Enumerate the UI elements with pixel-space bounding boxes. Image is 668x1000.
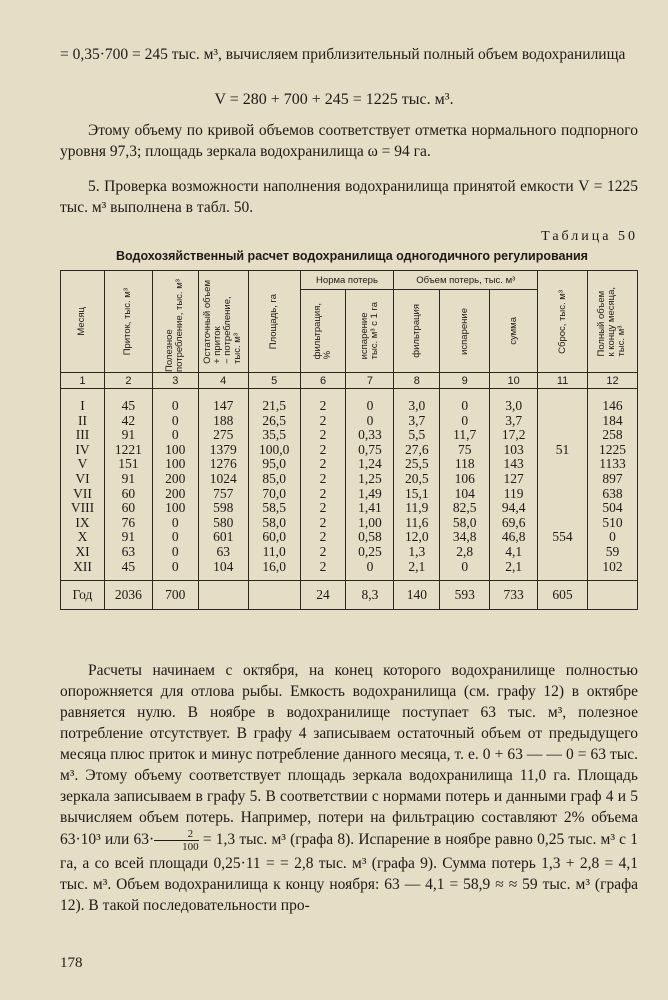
table-cell: 100 — [152, 443, 198, 458]
table-cell: 104 — [198, 560, 248, 581]
table-cell: 100 — [152, 501, 198, 516]
table-cell: 2 — [300, 389, 346, 414]
table-cell: 2 — [300, 560, 346, 581]
table-cell: 11,7 — [440, 428, 490, 443]
table-cell: 25,5 — [394, 457, 440, 472]
table-cell: 58,5 — [248, 501, 300, 516]
table-cell: 100,0 — [248, 443, 300, 458]
table-cell: 2 — [300, 545, 346, 560]
table-cell: 11,9 — [394, 501, 440, 516]
table-cell: X — [61, 530, 105, 545]
table-cell: 104 — [440, 487, 490, 502]
table-cell: 598 — [198, 501, 248, 516]
table-cell: V — [61, 457, 105, 472]
table-row — [61, 428, 638, 443]
table-cell: 601 — [198, 530, 248, 545]
table-row — [61, 443, 638, 458]
table-cell: 143 — [490, 457, 538, 472]
table-cell: 100 — [152, 457, 198, 472]
table-cell: 3,7 — [490, 414, 538, 429]
table-cell: 757 — [198, 487, 248, 502]
header-full-volume: Полный объем к концу месяца, тыс. м³ — [587, 271, 637, 373]
table-cell: 0,58 — [346, 530, 394, 545]
table-row — [61, 545, 638, 560]
table-cell: 70,0 — [248, 487, 300, 502]
table-title: Водохозяйственный расчет водохранилища одногодичного регулирования — [116, 249, 588, 263]
table-cell: 2 — [300, 428, 346, 443]
table-cell: 188 — [198, 414, 248, 429]
table-cell: 2,1 — [490, 560, 538, 581]
header-consumption: Полезное потребление, тыс. м³ — [152, 271, 198, 373]
table-cell: 2 — [300, 414, 346, 429]
table-cell: 21,5 — [248, 389, 300, 414]
table-cell: 16,0 — [248, 560, 300, 581]
table-cell: 12,0 — [394, 530, 440, 545]
fraction: $\frac{2}{100}$ — [154, 828, 199, 853]
table-cell: 59 — [587, 545, 637, 560]
reservoir-table — [60, 270, 638, 610]
table-cell: 91 — [104, 472, 152, 487]
table-cell: IV — [61, 443, 105, 458]
table-cell: 2,1 — [394, 560, 440, 581]
table-cell: 0,75 — [346, 443, 394, 458]
table-cell: 275 — [198, 428, 248, 443]
table-cell: 2 — [300, 501, 346, 516]
table-cell: 5,5 — [394, 428, 440, 443]
table-cell: 897 — [587, 472, 637, 487]
table-cell: XII — [61, 560, 105, 581]
table-cell: 76 — [104, 516, 152, 531]
table-cell: 0 — [346, 414, 394, 429]
table-cell: 151 — [104, 457, 152, 472]
table-cell: 35,5 — [248, 428, 300, 443]
header-group-loss-norm: Норма потерь — [300, 271, 394, 290]
table-cell: 0,33 — [346, 428, 394, 443]
table-cell — [538, 457, 588, 472]
table-cell: 82,5 — [440, 501, 490, 516]
table-cell: 3,0 — [490, 389, 538, 414]
table-cell: 258 — [587, 428, 637, 443]
table-cell: 60 — [104, 501, 152, 516]
table-cell: I — [61, 389, 105, 414]
table-cell: 1133 — [587, 457, 637, 472]
table-cell: 504 — [587, 501, 637, 516]
table-cell: 1,24 — [346, 457, 394, 472]
table-cell: 2 — [300, 516, 346, 531]
header-group-loss-volume: Объем потерь, тыс. м³ — [394, 271, 538, 290]
table-row — [61, 530, 638, 545]
table-cell: 0 — [440, 560, 490, 581]
table-cell: 103 — [490, 443, 538, 458]
table-cell — [538, 501, 588, 516]
table-cell: 42 — [104, 414, 152, 429]
table-cell: 0,25 — [346, 545, 394, 560]
table-cell: 11,6 — [394, 516, 440, 531]
table-cell: 0 — [440, 389, 490, 414]
table-cell: 60 — [104, 487, 152, 502]
table-cell: 0 — [152, 414, 198, 429]
table-row — [61, 501, 638, 516]
table-cell: 63 — [104, 545, 152, 560]
table-cell: 1221 — [104, 443, 152, 458]
table-cell: 118 — [440, 457, 490, 472]
table-cell: 75 — [440, 443, 490, 458]
table-cell: 0 — [346, 560, 394, 581]
table-row — [61, 560, 638, 581]
table-cell: VII — [61, 487, 105, 502]
table-cell: 94,4 — [490, 501, 538, 516]
table-cell: VI — [61, 472, 105, 487]
table-cell: 58,0 — [248, 516, 300, 531]
table-cell: 2 — [300, 472, 346, 487]
table-cell: 95,0 — [248, 457, 300, 472]
table-cell: 147 — [198, 389, 248, 414]
table-cell: 1,00 — [346, 516, 394, 531]
intro-paragraph-3: 5. Проверка возможности наполнения водохранилища принятой емкости V = 1225 тыс. м³ выполнена в табл. 50. — [60, 178, 638, 216]
header-discharge: Сброс, тыс. м³ — [538, 271, 588, 373]
header-vol-sum: сумма — [490, 290, 538, 373]
table-cell: 46,8 — [490, 530, 538, 545]
table-cell: 1024 — [198, 472, 248, 487]
table-cell: 1379 — [198, 443, 248, 458]
table-cell: 3,7 — [394, 414, 440, 429]
table-cell: 27,6 — [394, 443, 440, 458]
table-cell: 26,5 — [248, 414, 300, 429]
table-cell: VIII — [61, 501, 105, 516]
table-cell: 91 — [104, 428, 152, 443]
table-cell: 127 — [490, 472, 538, 487]
table-cell: 58,0 — [440, 516, 490, 531]
table-cell: 4,1 — [490, 545, 538, 560]
header-norm-evaporation: испарение тыс. м³ с 1 га — [346, 290, 394, 373]
body-paragraph: Расчеты начинаем с октября, на конец которого водохранилище полностью опорожняется для отлова рыбы. Емкость водохранилища (см. графу 12) в октябре равняется нулю. В ноябре в водохранилище поступает 63 тыс. м³, полезное потребление отсутствует. В графу 4 записываем остаточный объем от предыдущего месяца плюс приток и минус потребление данного месяца, т. е. 0 + 63 — — 0 = 63 тыс. м³. Этому объему соответствует площадь зеркала водохранилища 11,0 га. Площадь зеркала записываем в графу 5. В соответствии с нормами потерь и данными граф 4 и 5 вычисляем объем потерь. Например, потери на фильтрацию составляют 2% объема 63·10³ или 63· $\frac{2}{100}$ = 1,3 тыс. м³ (графа 8). Испарение в ноябре равно 0,25 тыс. м³ с 1 га, а со всей площади 0,25·11 = = 2,8 тыс. м³ (графа 9). Сумма потерь 1,3 + 2,8 = 4,1 тыс. м³. Объем водохранилища к концу ноября: 63 — 4,1 = 58,9 ≈ ≈ 59 тыс. м³ (графа 12). В такой последовательности про- — [60, 662, 638, 914]
table-cell — [538, 487, 588, 502]
header-inflow: Приток, тыс. м³ — [104, 271, 152, 373]
table-cell: 102 — [587, 560, 637, 581]
table-cell: 0 — [152, 389, 198, 414]
table-cell: 60,0 — [248, 530, 300, 545]
table-cell: 184 — [587, 414, 637, 429]
table-cell: 3,0 — [394, 389, 440, 414]
table-cell — [538, 472, 588, 487]
table-cell: 1225 — [587, 443, 637, 458]
table-cell: 0 — [152, 530, 198, 545]
table-cell: 146 — [587, 389, 637, 414]
table-cell: 0 — [152, 428, 198, 443]
table-cell: 1276 — [198, 457, 248, 472]
table-cell: III — [61, 428, 105, 443]
table-cell: 510 — [587, 516, 637, 531]
table-row — [61, 457, 638, 472]
intro-paragraph-2: Этому объему по кривой объемов соответствует отметка нормального подпорного уровня 97,3; площадь зеркала водохранилища ω = 94 га. — [60, 122, 638, 160]
table-cell — [538, 389, 588, 414]
table-cell: 2 — [300, 487, 346, 502]
table-cell: 0 — [587, 530, 637, 545]
table-cell: 638 — [587, 487, 637, 502]
table-cell: 17,2 — [490, 428, 538, 443]
table-total-row: Год 2036 700 24 8,3 140 593 733 605 — [61, 581, 638, 610]
table-row — [61, 414, 638, 429]
table-cell: 85,0 — [248, 472, 300, 487]
table-cell: 45 — [104, 560, 152, 581]
table-cell: 11,0 — [248, 545, 300, 560]
table-cell: 0 — [346, 389, 394, 414]
table-label: Таблица 50 — [541, 229, 638, 244]
header-month: Месяц — [61, 271, 105, 373]
table-cell: 69,6 — [490, 516, 538, 531]
table-cell: 91 — [104, 530, 152, 545]
header-residual: Остаточный объем + приток − потребление, тыс. м³ — [198, 271, 248, 373]
header-norm-filtration: фильтрация, % — [300, 290, 346, 373]
table-cell: 0 — [152, 516, 198, 531]
table-cell: 2,8 — [440, 545, 490, 560]
table-cell: 2 — [300, 443, 346, 458]
table-cell: 580 — [198, 516, 248, 531]
table-cell: 63 — [198, 545, 248, 560]
table-cell: 1,25 — [346, 472, 394, 487]
table-cell: 15,1 — [394, 487, 440, 502]
page-number: 178 — [60, 955, 83, 971]
header-area: Площадь, га — [248, 271, 300, 373]
table-cell: 2 — [300, 457, 346, 472]
table-cell: 2 — [300, 530, 346, 545]
volume-formula: V = 280 + 700 + 245 = 1225 тыс. м³. — [214, 91, 454, 108]
table-cell: 119 — [490, 487, 538, 502]
table-cell — [538, 560, 588, 581]
intro-line: = 0,35·700 = 245 тыс. м³, вычисляем приблизительный полный объем водохранилища — [60, 46, 626, 63]
table-cell: 34,8 — [440, 530, 490, 545]
header-vol-evaporation: испарение — [440, 290, 490, 373]
table-row — [61, 472, 638, 487]
table-cell — [538, 516, 588, 531]
table-cell: 0 — [152, 545, 198, 560]
table-cell: 45 — [104, 389, 152, 414]
table-cell: 1,49 — [346, 487, 394, 502]
table-cell: IX — [61, 516, 105, 531]
header-vol-filtration: фильтрация — [394, 290, 440, 373]
column-number-row: 1 2 3 4 5 6 7 8 9 10 11 12 — [61, 373, 638, 389]
table-cell: 1,41 — [346, 501, 394, 516]
table-cell: 200 — [152, 487, 198, 502]
table-cell: 106 — [440, 472, 490, 487]
table-cell — [538, 545, 588, 560]
table-cell: II — [61, 414, 105, 429]
table-cell: 20,5 — [394, 472, 440, 487]
table-cell: 554 — [538, 530, 588, 545]
table-cell: XI — [61, 545, 105, 560]
table-cell: 0 — [152, 560, 198, 581]
table-cell — [538, 428, 588, 443]
table-row — [61, 389, 638, 414]
table-cell: 0 — [440, 414, 490, 429]
table-cell: 51 — [538, 443, 588, 458]
table-row — [61, 516, 638, 531]
table-cell: 1,3 — [394, 545, 440, 560]
table-cell — [538, 414, 588, 429]
table-row — [61, 487, 638, 502]
table-cell: 200 — [152, 472, 198, 487]
